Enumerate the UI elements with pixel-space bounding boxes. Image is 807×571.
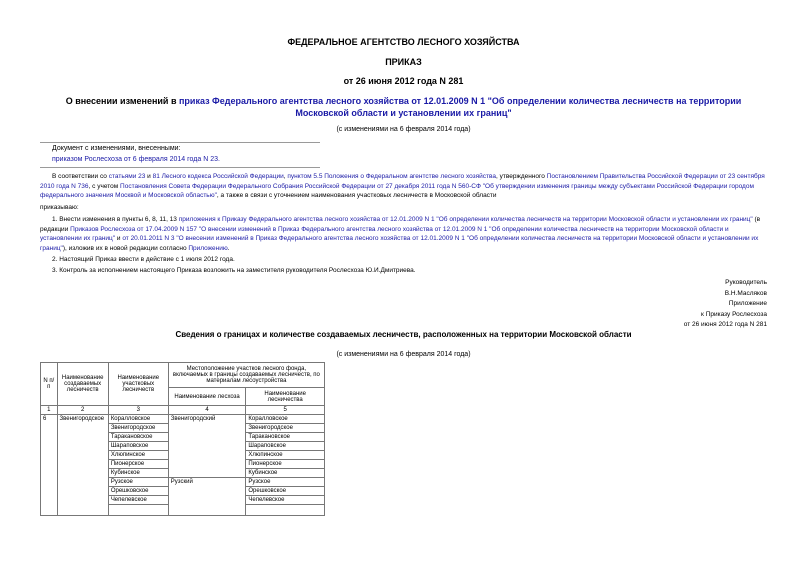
title-link[interactable]: приказ Федерального агентства лесного хозяйства от 12.01.2009 N 1 "Об определении количества лесничеств на территории Московской области и установлении их границ": [178, 96, 742, 118]
amend-top-rule: [40, 142, 320, 143]
p2-link-2[interactable]: Приказов Рослесхоза от 17.04.2009 N 157 "О внесении изменений в Приказ Федерального агентства лесного хозяйства от 12.01.2009 N 1 "Об определении количества лесничеств на территории Московской области и установлении их границ": [40, 225, 729, 242]
cell-lesnichestvo: Пионерское: [246, 460, 325, 469]
p1-text-e: , с учетом: [88, 182, 121, 190]
th-lesnichestvo: Наименование лесничества: [246, 388, 325, 406]
p2-text-a: 1. Внести изменения в пункты 6, 8, 11, 13: [52, 216, 179, 223]
p2-text-b: (в редакции: [40, 216, 761, 233]
p2-text-d: ), изложив их в новой редакции согласно: [62, 244, 189, 252]
cell-lesnichestvo: Шараповское: [246, 442, 325, 451]
colnum-3: 3: [108, 406, 168, 415]
p1-text-f: , а также в связи с уточнением наименования участковых лесничеств в Московской области: [216, 192, 497, 199]
p1-link-2[interactable]: 81 Лесного кодекса Российской Федерации: [152, 173, 284, 180]
table-header-row: [41, 363, 325, 388]
colnum-2: 2: [57, 406, 108, 415]
p2-text-c: и: [115, 235, 123, 242]
para-3: 2. Настоящий Приказ ввести в действие с 1 июля 2012 года.: [52, 256, 235, 263]
colnum-4: 4: [168, 406, 246, 415]
cell-lesnichestvo: Звенигородское: [246, 424, 325, 433]
doc-type: ПРИКАЗ: [385, 57, 422, 67]
appendix-title: Сведения о границах и количестве создаваемых лесничеств, расположенных на территории Московской области: [175, 330, 632, 339]
cell-district-empty: [108, 505, 168, 516]
p1-link-1[interactable]: статьями 23: [108, 173, 146, 180]
cell-leskhoz: Рузский: [168, 478, 246, 516]
p2-link-1[interactable]: приложения к Приказу Федерального агентства лесного хозяйства от 12.01.2009 N 1 "Об определении количества лесничеств на территории Московской области и установлении их границ": [178, 216, 753, 223]
row-forestry: Звенигородское: [57, 415, 108, 516]
p1-text-c: ,: [283, 173, 288, 180]
doc-date: от 26 июня 2012 года N 281: [343, 76, 464, 86]
row-n: 6: [41, 415, 58, 516]
doc-title: [40, 95, 767, 119]
amend-line-2[interactable]: приказом Рослесхоза от 6 февраля 2014 года N 23.: [52, 156, 220, 163]
title-amend-note: (с изменениями на 6 февраля 2014 года): [336, 126, 471, 133]
cell-lesnichestvo: Чепелевское: [246, 496, 325, 505]
para-1: [40, 172, 767, 201]
cell-district: Шараповское: [108, 442, 168, 451]
cell-district: Звенигородское: [108, 424, 168, 433]
cell-district: Рузское: [108, 478, 168, 487]
agency-name: ФЕДЕРАЛЬНОЕ АГЕНТСТВО ЛЕСНОГО ХОЗЯЙСТВА: [287, 37, 520, 47]
cell-district: Чепелевское: [108, 496, 168, 505]
cell-district: Кубинское: [108, 469, 168, 478]
th-leskhoz: Наименование лесхоза: [168, 388, 246, 406]
p1-link-4[interactable]: Постановлением Правительства Российской Федерации от 23 сентября 2010 года N 736: [40, 173, 765, 190]
p1-link-5[interactable]: Постановления Совета Федерации Федерального Собрания Российской Федерации от 27 декабря 2011 года N 560-СФ "Об утверждении изменения границы между субъектами Российской Федерации городом федерального значения Москвой и Московской областью": [40, 182, 754, 199]
amend-line-1: Документ с изменениями, внесенными:: [52, 145, 181, 152]
signature-name: В.Н.Масляков: [724, 290, 767, 297]
th-district: Наименование участковых лесничеств: [108, 363, 168, 406]
th-forestry: Наименование создаваемых лесничеств: [57, 363, 108, 406]
cell-district: Таракановское: [108, 433, 168, 442]
p1-text-d: , утвержденного: [496, 173, 547, 180]
p2-text-e: .: [227, 244, 230, 252]
th-n: N п/п: [41, 363, 58, 406]
appendix-label: Приложение: [728, 300, 767, 307]
cell-lesnichestvo: Рузское: [246, 478, 325, 487]
colnum-1: 1: [41, 406, 58, 415]
cell-lesnichestvo: Таракановское: [246, 433, 325, 442]
cell-district: Орешковское: [108, 487, 168, 496]
cell-lesnichestvo: Орешковское: [246, 487, 325, 496]
p2-link-3[interactable]: от 20.01.2011 N 3 "О внесении изменений в Приказ Федерального агентства лесного хозяйства от 12.01.2009 N 1 "Об определении количества лесничеств на территории Московской области и установлении их границ": [40, 235, 759, 252]
table-row: [41, 415, 325, 424]
p2-link-4[interactable]: Приложению: [188, 244, 228, 252]
para-2: [40, 215, 767, 253]
th-location: Местоположение участков лесного фонда, включаемых в границы создаваемых лесничеств, по материалам лесоустройства: [168, 363, 324, 388]
amend-bottom-rule: [40, 167, 320, 168]
table-colnum-row: [41, 406, 325, 415]
title-prefix: О внесении изменений в: [65, 96, 179, 106]
cell-district: Хлюпинское: [108, 451, 168, 460]
cell-lesnichestvo-empty: [246, 505, 325, 516]
cell-lesnichestvo: Хлюпинское: [246, 451, 325, 460]
colnum-5: 5: [246, 406, 325, 415]
forestry-table: [40, 362, 325, 516]
cell-lesnichestvo: Коралловское: [246, 415, 325, 424]
appendix-to: к Приказу Рослесхоза: [701, 311, 767, 318]
cell-lesnichestvo: Кубинское: [246, 469, 325, 478]
para-1-order: приказываю:: [40, 204, 79, 211]
signature-role: Руководитель: [725, 279, 767, 286]
p1-text-a: В соответствии со: [52, 173, 109, 180]
p1-text-b: и: [145, 173, 153, 180]
cell-leskhoz: Звенигородский: [168, 415, 246, 478]
p1-link-3[interactable]: пунктом 5.5 Положения о Федеральном агентстве лесного хозяйства: [287, 173, 497, 180]
appendix-date: от 26 июня 2012 года N 281: [683, 321, 767, 328]
appendix-amend-note: (с изменениями на 6 февраля 2014 года): [336, 351, 471, 358]
cell-district: Пионерское: [108, 460, 168, 469]
para-4: 3. Контроль за исполнением настоящего Приказа возложить на заместителя руководителя Рослесхоза Ю.И.Дмитриева.: [52, 267, 416, 274]
cell-district: Коралловское: [108, 415, 168, 424]
